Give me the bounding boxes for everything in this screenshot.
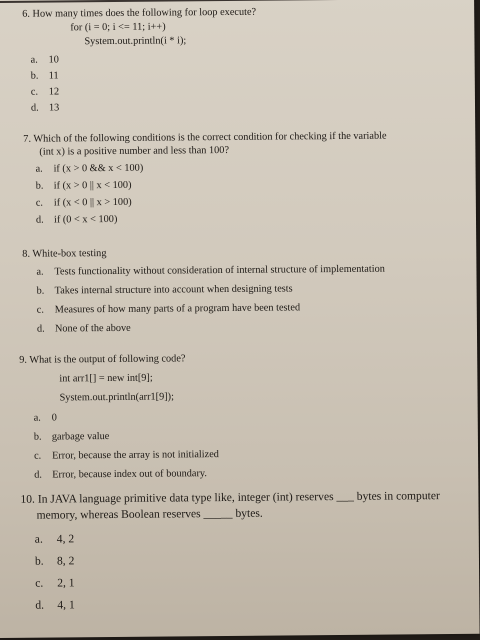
option-text: Measures of how many parts of a program have been tested	[54, 302, 301, 316]
option-letter: a.	[36, 266, 44, 278]
question-8-option-b[interactable]	[37, 282, 293, 297]
question-7-option-d[interactable]	[36, 213, 118, 227]
question-6-option-b[interactable]	[31, 69, 59, 82]
question-10-option-a[interactable]	[35, 531, 75, 546]
option-letter: d.	[35, 598, 45, 612]
option-letter: d.	[34, 469, 42, 481]
option-letter: b.	[30, 70, 39, 82]
option-text: Error, because the array is not initialized	[52, 449, 219, 462]
question-10-prompt: 10. In JAVA language primitive data type like, integer (int) reserves ___ bytes in computer	[20, 489, 440, 506]
question-6-option-d[interactable]	[31, 101, 59, 114]
option-letter: a.	[33, 412, 41, 424]
option-letter: a.	[35, 163, 43, 175]
option-text: if (0 < x < 100)	[53, 213, 118, 226]
question-8-option-d[interactable]	[37, 322, 131, 336]
option-text: garbage value	[51, 431, 110, 443]
question-7-prompt: 7. Which of the following conditions is the correct condition for checking if the variable	[23, 130, 387, 145]
option-letter: d.	[30, 102, 39, 114]
question-7-option-a[interactable]	[35, 162, 143, 176]
option-letter: a.	[30, 54, 38, 66]
option-letter: d.	[36, 323, 45, 335]
question-6-code-line-1: for (i = 0; i <= 11; i++)	[70, 21, 166, 34]
question-9-code-line-2: System.out.println(arr1[9]);	[59, 391, 174, 404]
question-8-option-a[interactable]	[36, 263, 385, 279]
question-9-option-c[interactable]	[34, 448, 219, 463]
option-text: 4, 2	[56, 532, 75, 546]
question-6-option-c[interactable]	[31, 85, 59, 98]
question-7-option-c[interactable]	[36, 196, 132, 210]
option-text: None of the above	[54, 322, 131, 335]
option-text: 10	[48, 54, 59, 66]
question-9-prompt: 9. What is the output of following code?	[19, 353, 186, 366]
top-rule	[0, 0, 454, 3]
option-letter: c.	[35, 197, 44, 209]
option-letter: b.	[34, 554, 44, 568]
option-text: Error, because index out of boundary.	[52, 468, 208, 481]
option-letter: b.	[36, 285, 45, 297]
question-6-prompt: 6. How many times does the following for loop execute?	[22, 6, 257, 20]
option-text: Tests functionality without consideration of internal structure of implementation	[54, 263, 385, 278]
option-text: 11	[48, 70, 59, 82]
option-text: if (x > 0 && x < 100)	[53, 162, 144, 175]
question-9-option-d[interactable]	[34, 467, 207, 482]
question-7-prompt-line-2: (int x) is a positive number and less than 100?	[39, 144, 230, 158]
option-letter: b.	[35, 180, 44, 192]
option-text: Takes internal structure into account when designing tests	[54, 283, 293, 297]
question-9-option-a[interactable]	[34, 411, 57, 424]
option-text: 13	[48, 102, 60, 114]
option-text: 8, 2	[56, 554, 75, 568]
question-10-prompt-line-2: memory, whereas Boolean reserves _____ bytes.	[36, 506, 263, 522]
question-6-code-line-2: System.out.println(i * i);	[84, 35, 187, 48]
question-7-option-b[interactable]	[36, 179, 132, 193]
question-8-option-c[interactable]	[37, 301, 300, 316]
option-letter: c.	[34, 450, 42, 462]
question-10-option-d[interactable]	[35, 597, 75, 612]
question-6-option-a[interactable]	[31, 53, 59, 66]
option-text: if (x > 0 || x < 100)	[53, 179, 132, 192]
option-letter: d.	[35, 214, 44, 226]
option-letter: b.	[33, 431, 42, 443]
option-letter: a.	[34, 532, 43, 546]
question-10-option-b[interactable]	[35, 553, 75, 568]
question-8-prompt: 8. White-box testing	[22, 248, 107, 260]
option-text: 12	[48, 86, 60, 98]
option-text: 2, 1	[57, 576, 75, 590]
option-letter: c.	[30, 86, 39, 98]
option-text: 0	[51, 412, 57, 424]
question-10-option-c[interactable]	[35, 575, 75, 590]
option-letter: c.	[36, 304, 44, 316]
option-text: if (x < 0 || x > 100)	[53, 196, 132, 209]
option-letter: c.	[35, 576, 44, 590]
option-text: 4, 1	[57, 598, 75, 612]
question-9-code-line-1: int arr1[] = new int[9];	[59, 372, 153, 385]
question-9-option-b[interactable]	[34, 430, 110, 444]
